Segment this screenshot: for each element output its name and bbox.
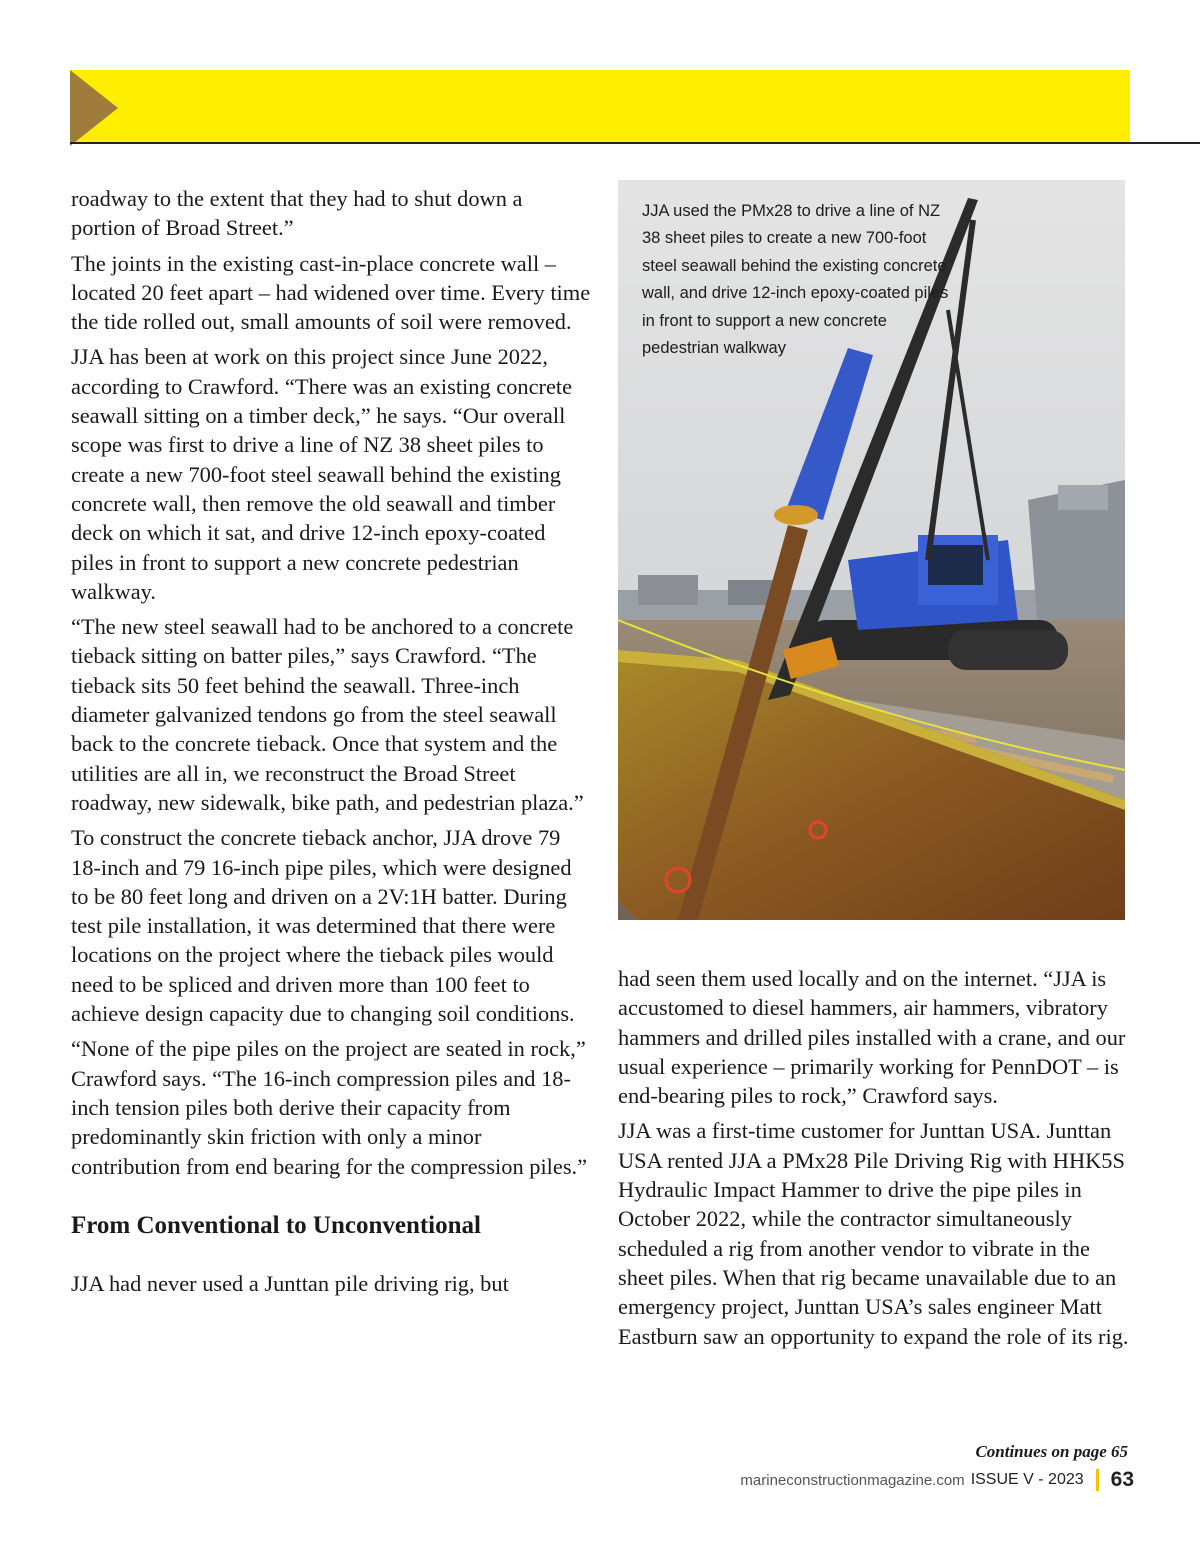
paragraph: JJA has been at work on this project since June 2022, according to Crawford. “There was an existing concrete seawall sitting on a timber deck,” he says. “Our overall scope was first to drive a line of NZ 38 sheet piles to create a new 700-foot steel seawall behind the existing concrete wall, then remove the old seawall and timber deck on which it sat, and drive 12-inch epoxy-coated piles in front to support a new concrete pedestrian walkway. — [71, 344, 573, 604]
section-subheading: From Conventional to Unconventional — [71, 1211, 481, 1239]
paragraph: JJA had never used a Junttan pile driving rig, but — [71, 1270, 509, 1296]
right-column — [618, 964, 1138, 1357]
footer-site: marineconstructionmagazine.com — [740, 1471, 965, 1489]
paragraph: had seen them used locally and on the internet. “JJA is accustomed to diesel hammers, air hammers, vibratory hammers and drilled piles installed with a crane, and our usual experience – primarily working for PennDOT – is end-bearing piles to rock,” Crawford says. — [618, 966, 1126, 1109]
footer-issue: ISSUE V - 2023 — [970, 1471, 1084, 1488]
paragraph: “None of the pipe piles on the project are seated in rock,” Crawford says. “The 16-inch compression piles and 18-inch tension piles both derive their capacity from predominantly skin friction with only a minor contribution from end bearing for the compression piles.” — [71, 1036, 588, 1179]
continues-note: Continues on page 65 — [975, 1442, 1128, 1461]
paragraph: JJA was a first-time customer for Junttan USA. Junttan USA rented JJA a PMx28 Pile Driving Rig with HHK5S Hydraulic Impact Hammer to drive the pipe piles in October 2022, while the contractor simultaneously scheduled a rig from another vendor to vibrate in the sheet piles. When that rig became unavailable due to an emergency project, Junttan USA’s sales engineer Matt Eastburn saw an opportunity to expand the role of its rig. — [618, 1118, 1129, 1349]
header-banner — [70, 70, 1130, 142]
paragraph: The joints in the existing cast-in-place concrete wall – located 20 feet apart – had widened over time. Every time the tide rolled out, small amounts of soil were removed. — [71, 250, 591, 335]
page-number: 63 — [1110, 1468, 1134, 1491]
page-footer — [740, 1462, 1134, 1498]
paragraph: roadway to the extent that they had to shut down a portion of Broad Street.” — [71, 186, 523, 241]
banner-arrow-icon — [70, 70, 118, 146]
left-column — [71, 184, 591, 1304]
photo-caption: JJA used the PMx28 to drive a line of NZ 38 sheet piles to create a new 700-foot steel seawall behind the existing concrete wall, and drive 12-inch epoxy-coated piles in front to support a new concrete pedestrian walkway — [642, 202, 949, 358]
paragraph: To construct the concrete tieback anchor, JJA drove 79 18-inch and 79 16-inch pipe piles, which were designed to be 80 feet long and driven on a 2V:1H batter. During test pile installation, it was determined that there were locations on the project where the tieback piles would need to be spliced and driven more than 100 feet to achieve design capacity due to changing soil conditions. — [71, 825, 575, 1027]
paragraph: “The new steel seawall had to be anchored to a concrete tieback sitting on batter piles,” says Crawford. “The tieback sits 50 feet behind the seawall. Three-inch diameter galvanized tendons go from the steel seawall back to the concrete tieback. Once that system and the utilities are all in, we reconstruct the Broad Street roadway, new sidewalk, bike path, and pedestrian plaza.” — [71, 614, 584, 815]
header-rule — [70, 142, 1200, 144]
footer-divider — [1096, 1469, 1099, 1491]
